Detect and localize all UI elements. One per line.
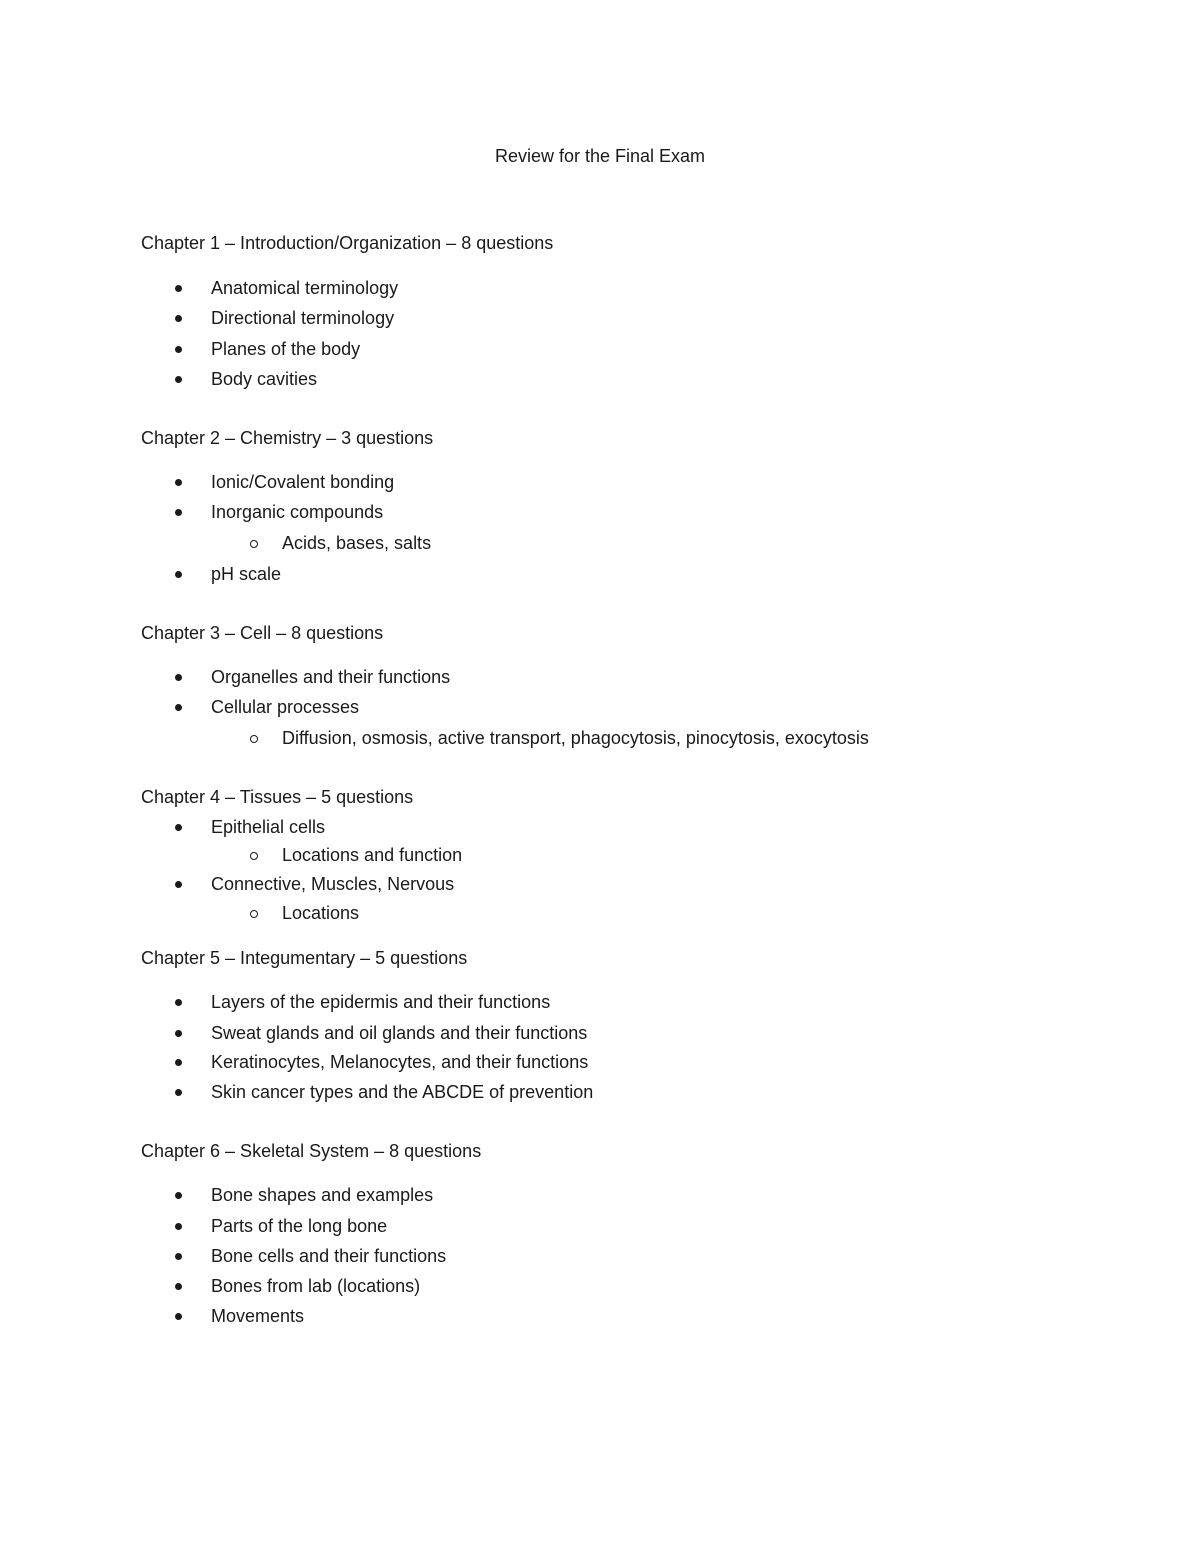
- list-item: Bones from lab (locations): [211, 1276, 421, 1296]
- list-item: Cellular processes: [211, 697, 360, 717]
- document-title: Review for the Final Exam: [494, 146, 706, 166]
- chapter-6-heading: Chapter 6 – Skeletal System – 8 questions: [141, 1141, 482, 1161]
- chapter-3-heading: Chapter 3 – Cell – 8 questions: [141, 623, 384, 643]
- list-item: Sweat glands and oil glands and their functions: [211, 1023, 588, 1043]
- list-item: Body cavities: [211, 369, 318, 389]
- chapter-2-heading: Chapter 2 – Chemistry – 3 questions: [141, 428, 434, 448]
- chapter-5-heading: Chapter 5 – Integumentary – 5 questions: [141, 948, 468, 968]
- list-item: pH scale: [211, 564, 282, 584]
- list-item: Inorganic compounds: [211, 502, 384, 522]
- list-item: Keratinocytes, Melanocytes, and their functions: [211, 1052, 589, 1072]
- list-item: Skin cancer types and the ABCDE of prevention: [211, 1082, 594, 1102]
- list-item: Ionic/Covalent bonding: [211, 472, 395, 492]
- list-item: Bone shapes and examples: [211, 1185, 434, 1205]
- chapter-1-heading: Chapter 1 – Introduction/Organization – 8 questions: [141, 233, 554, 253]
- list-item: Organelles and their functions: [211, 667, 451, 687]
- list-item: Bone cells and their functions: [211, 1246, 447, 1266]
- list-item: Layers of the epidermis and their functions: [211, 992, 551, 1012]
- list-item: Directional terminology: [211, 308, 395, 328]
- chapter-4-heading: Chapter 4 – Tissues – 5 questions: [141, 787, 414, 807]
- sub-list-item: Acids, bases, salts: [282, 533, 432, 553]
- list-item: Planes of the body: [211, 339, 361, 359]
- list-item: Anatomical terminology: [211, 278, 399, 298]
- sub-list-item: Locations and function: [282, 845, 463, 865]
- list-item: Parts of the long bone: [211, 1216, 388, 1236]
- sub-list-item: Diffusion, osmosis, active transport, phagocytosis, pinocytosis, exocytosis: [282, 728, 869, 748]
- list-item: Epithelial cells: [211, 817, 326, 837]
- list-item: Connective, Muscles, Nervous: [211, 874, 455, 894]
- sub-list-item: Locations: [282, 903, 360, 923]
- list-item: Movements: [211, 1306, 305, 1326]
